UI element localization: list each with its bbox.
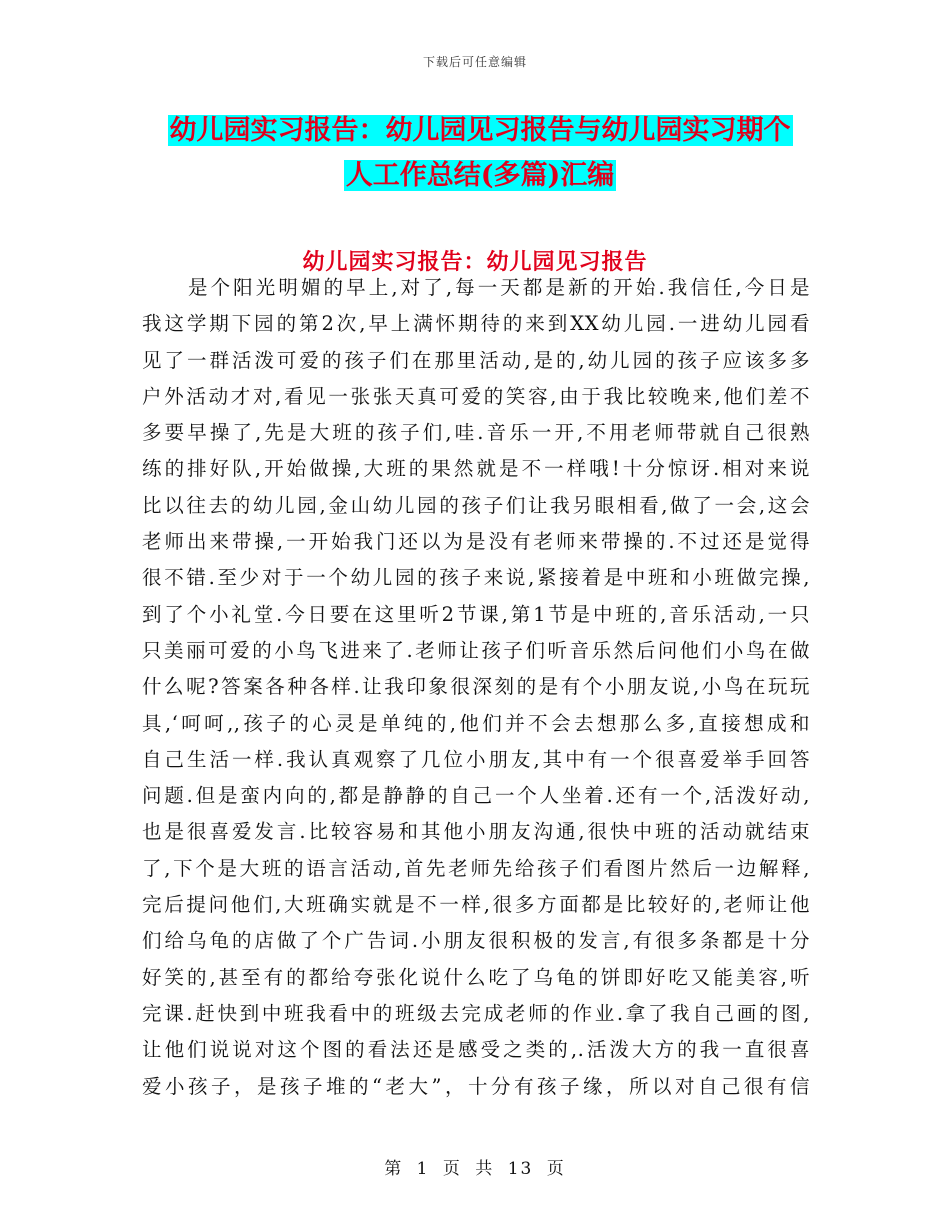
- body-line: 是个阳光明媚的早上,对了,每一天都是新的开始.我信任,今日是: [188, 276, 810, 299]
- document-title: [150, 108, 810, 198]
- body-line: 具,‘呵呵,,孩子的心灵是单纯的,他们并不会去想那么多,直接想成和: [142, 711, 810, 735]
- body-line: 完后提问他们,大班确实就是不一样,很多方面都是比较好的,老师让他: [142, 893, 810, 917]
- document-title-line-2: 人工作总结(多篇)汇编: [345, 160, 615, 191]
- body-line: 见了一群活泼可爱的孩子们在那里活动,是的,幼儿园的孩子应该多多: [142, 348, 810, 372]
- body-line: 也是很喜爱发言.比较容易和其他小朋友沟通,很快中班的活动就结束: [142, 820, 810, 844]
- body-line: 好笑的,甚至有的都给夸张化说什么吃了乌龟的饼即好吃又能美容,听: [142, 965, 810, 989]
- body-line: 们给乌龟的店做了个广告词.小朋友很积极的发言,有很多条都是十分: [142, 929, 810, 953]
- body-line: 问题.但是蛮内向的,都是静静的自己一个人坐着.还有一个,活泼好动,: [142, 784, 810, 808]
- body-line: 户外活动才对,看见一张张天真可爱的笑容,由于我比较晚来,他们差不: [142, 384, 810, 408]
- body-line: 了,下个是大班的语言活动,首先老师先给孩子们看图片然后一边解释,: [142, 856, 810, 880]
- header-note: 下载后可任意编辑: [422, 55, 527, 69]
- body-paragraph: [142, 270, 810, 1105]
- page-footer: 第 1 页 共 13 页: [384, 1159, 566, 1179]
- body-line: 练的排好队,开始做操,大班的果然就是不一样哦!十分惊讶.相对来说: [142, 457, 810, 481]
- body-line: 很不错.至少对于一个幼儿园的孩子来说,紧接着是中班和小班做完操,: [142, 566, 810, 590]
- body-line: 让他们说说对这个图的看法还是感受之类的,.活泼大方的我一直很喜: [142, 1038, 810, 1062]
- body-line: 老师出来带操,一开始我门还以为是没有老师来带操的.不过还是觉得: [142, 530, 810, 554]
- body-line: 到了个小礼堂.今日要在这里听2节课,第1节是中班的,音乐活动,一只: [142, 602, 810, 626]
- body-line: 什么呢?答案各种各样.让我印象很深刻的是有个小朋友说,小鸟在玩玩: [142, 675, 810, 699]
- body-line: 我这学期下园的第2次,早上满怀期待的来到XX幼儿园.一进幼儿园看: [142, 312, 810, 336]
- body-line: 爱小孩子，是孩子堆的“老大”，十分有孩子缘，所以对自己很有信: [142, 1074, 810, 1098]
- body-line: 只美丽可爱的小鸟飞进来了.老师让孩子们听音乐然后问他们小鸟在做: [142, 638, 810, 662]
- body-line: 自己生活一样.我认真观察了几位小朋友,其中有一个很喜爱举手回答: [142, 747, 810, 771]
- section-title: 幼儿园实习报告：幼儿园见习报告: [302, 249, 648, 275]
- body-line: 比以往去的幼儿园,金山幼儿园的孩子们让我另眼相看,做了一会,这会: [142, 493, 810, 517]
- document-title-line-1: 幼儿园实习报告：幼儿园见习报告与幼儿园实习期个: [169, 115, 791, 146]
- body-line: 完课.赶快到中班我看中的班级去完成老师的作业.拿了我自己画的图,: [142, 1001, 810, 1025]
- body-line: 多要早操了,先是大班的孩子们,哇.音乐一开,不用老师带就自己很熟: [142, 421, 810, 445]
